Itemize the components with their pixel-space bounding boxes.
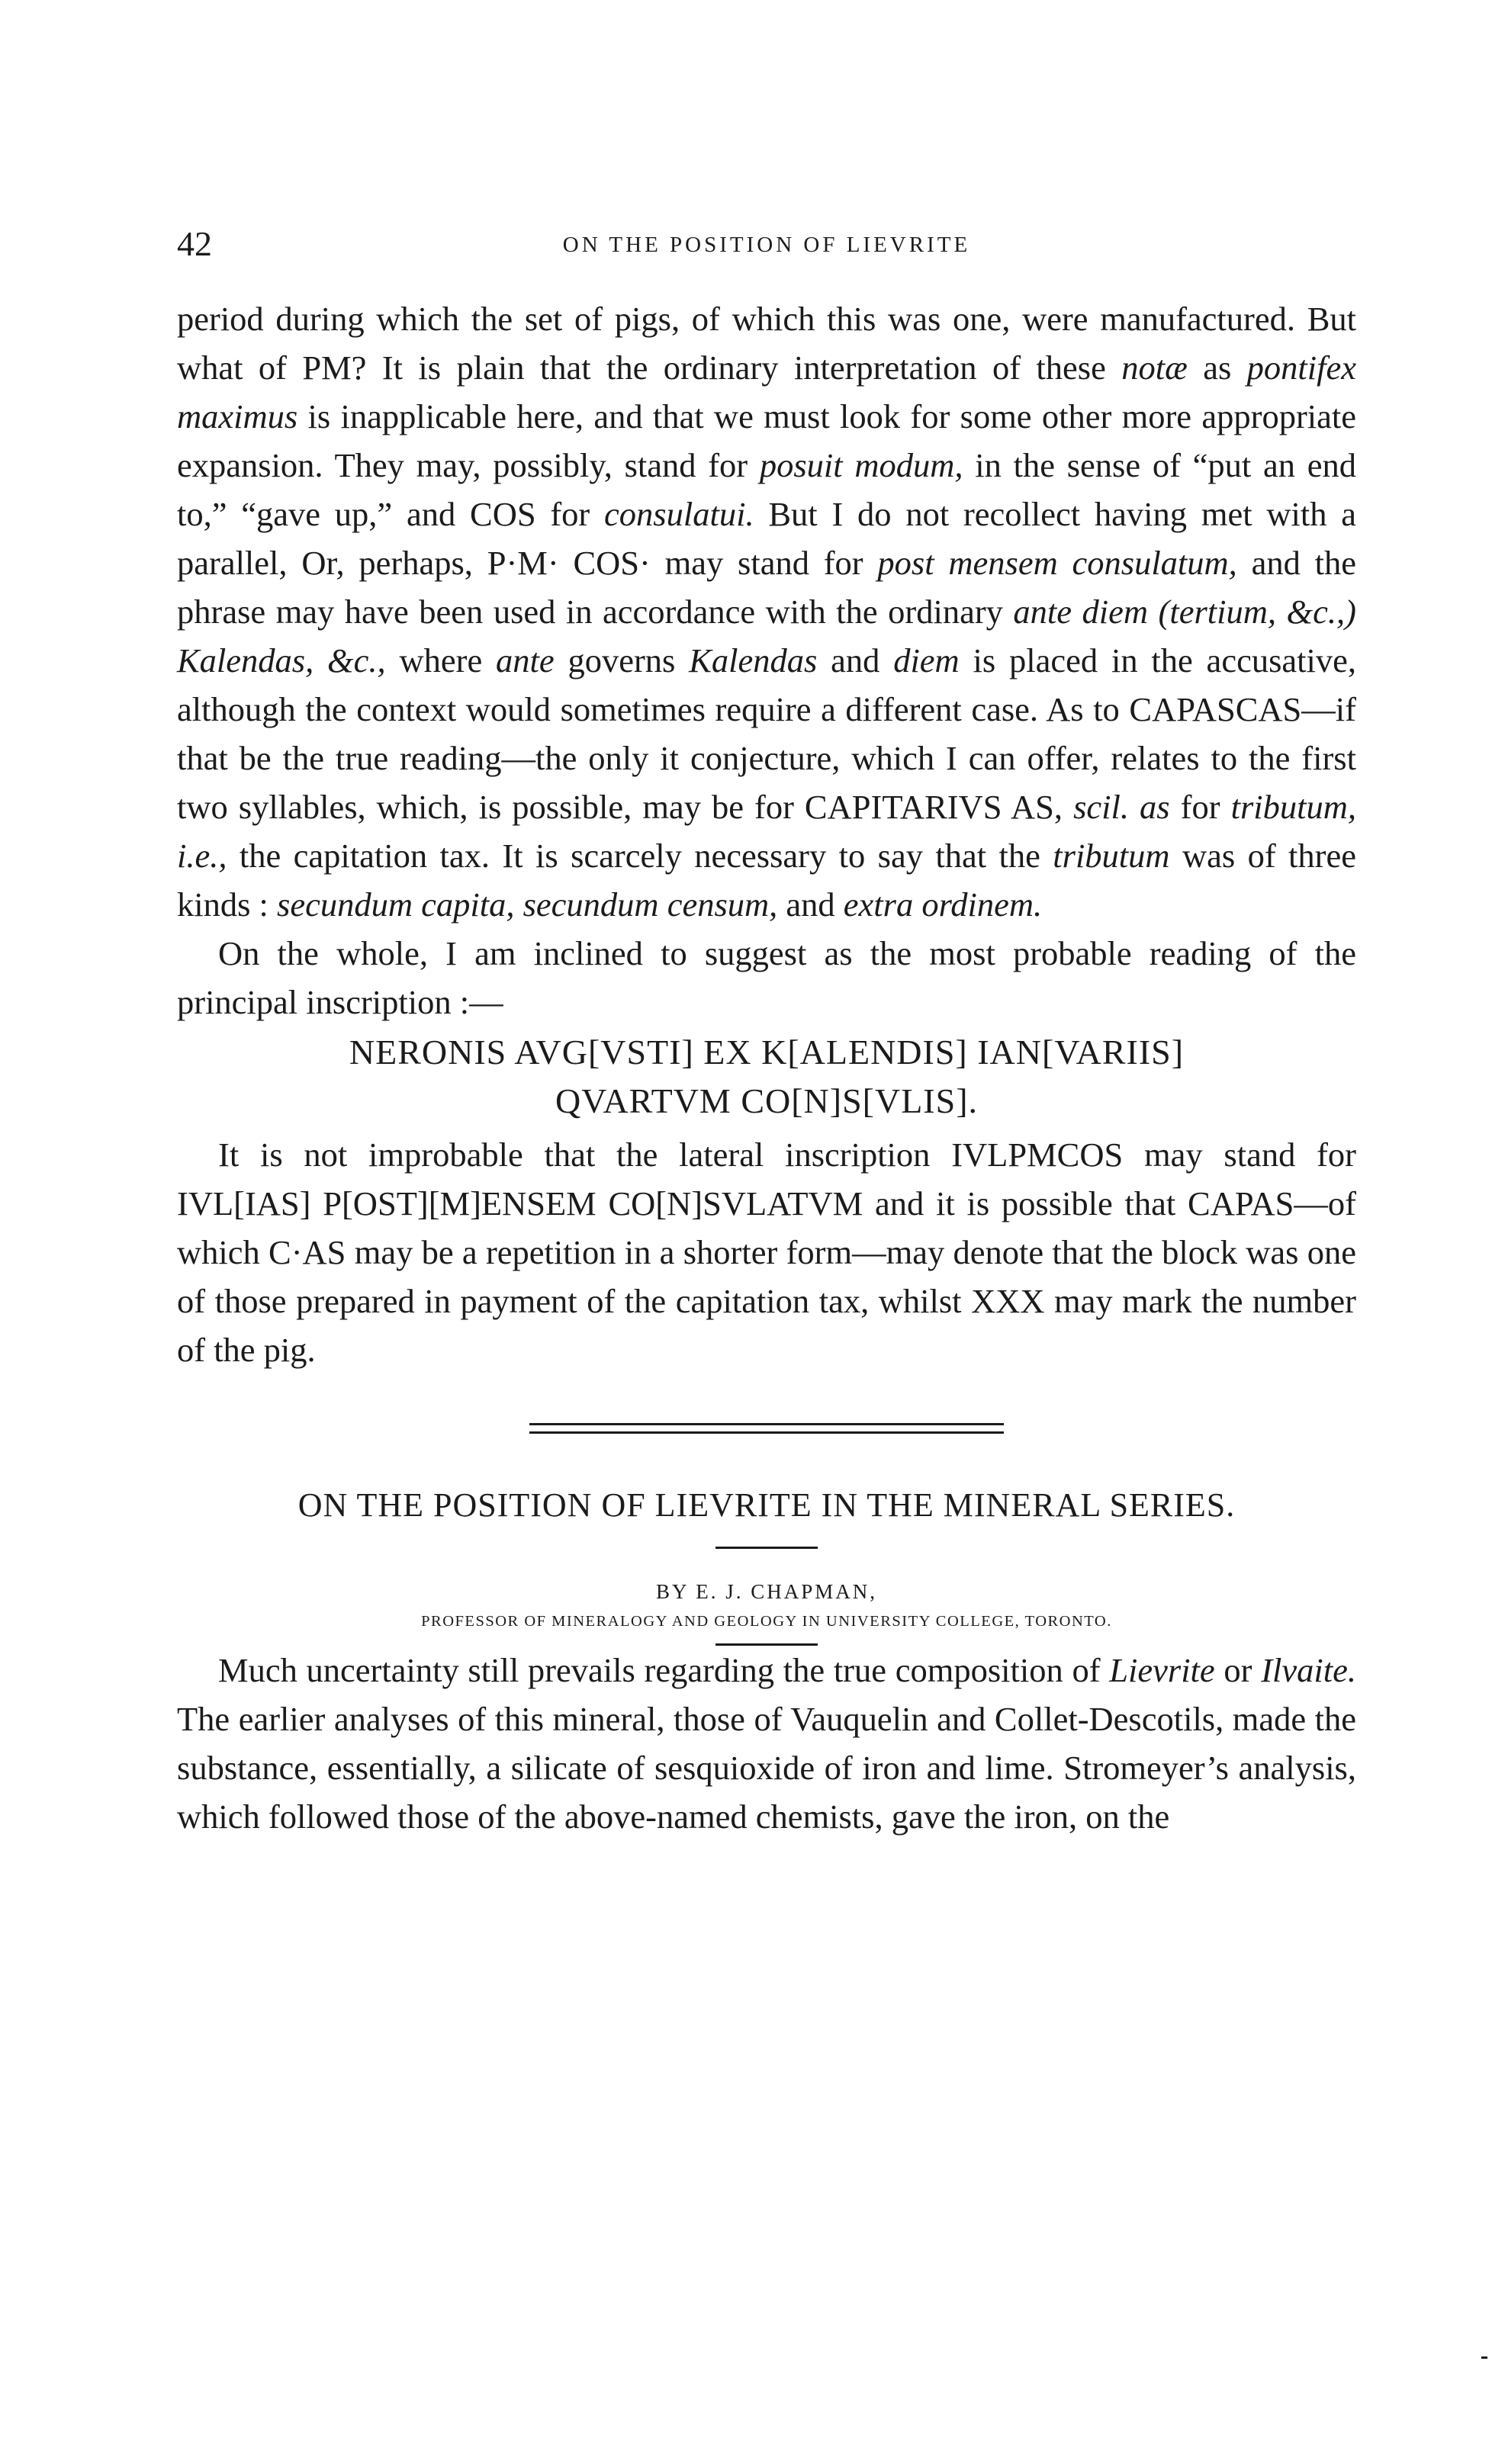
article-title: ON THE POSITION OF LIEVRITE IN THE MINERAL SERIES.	[297, 1486, 1236, 1524]
italic-run: tributum	[1053, 837, 1170, 875]
italic-run: extra ordinem.	[843, 885, 1043, 924]
author-byline: BY E. J. CHAPMAN,	[655, 1580, 878, 1603]
page-number: 42	[177, 224, 212, 263]
italic-run: Lievrite	[1109, 1651, 1215, 1689]
inscription-reading	[177, 1028, 1356, 1126]
paragraph-lateral-inscription: It is not improbable that the lateral inscription IVLPMCOS may stand for IVL[IAS] P[OST][M]ENSEM CO[N]SVLATVM and it is possible that CAPAS—of which C·AS may be a repetition in a shorter form—may denote that the block was one of those prepared in payment of the capitation tax, whilst XXX may mark the number of the pig.	[177, 1136, 1356, 1369]
italic-run: notæ	[1121, 349, 1188, 387]
italic-run: secundum capita, secundum censum,	[277, 885, 778, 924]
continued-paragraph: period during which the set of pigs, of which this was one, were manufactured. But what of PM? It is plain that the ordinary interpretation of these notæ as pontifex maximus is inapplicable here, and that we must look for some other more appropriate expansion. They may, possibly, stand for posuit modum, in the sense of “put an end to,” “gave up,” and COS for consulatui. But I do not recollect having met with a parallel, Or, perhaps, P·M· COS· may stand for post mensem consulatum, and the phrase may have been used in accordance with the ordinary ante diem (tertium, &c.,) Kalendas, &c., where ante governs Kalendas and diem is placed in the accusative, although the context would sometimes require a different case. As to CAPASCAS—if that be the true reading—the only it conjecture, which I can offer, relates to the first two syllables, which, is possible, may be for CAPITARIVS AS, scil. as for tributum, i.e., the capitation tax. It is scarcely necessary to say that the tributum was of three kinds : secundum capita, secundum censum, and extra ordinem.	[177, 300, 1357, 924]
article-first-paragraph: Much uncertainty still prevails regarding the true composition of Lievrite or Ilvaite. The earlier analyses of this mineral, those of Vauquelin and Collet-Descotils, made the substance, essentially, a silicate of sesquioxide of iron and lime. Stromeyer’s analysis, which followed those of the above-named chemists, gave the iron, on the	[177, 1651, 1356, 1836]
italic-run: tributum, i.e.,	[177, 788, 1357, 875]
italic-run: consulatui.	[604, 495, 754, 533]
inscription-line-1: NERONIS AVG[VSTI] EX K[ALENDIS] IAN[VARIIS]	[349, 1033, 1185, 1071]
italic-run: Ilvaite.	[1261, 1651, 1356, 1689]
italic-run: ante	[496, 641, 555, 679]
running-title: ON THE POSITION OF LIEVRITE	[562, 233, 971, 257]
title-rule	[715, 1547, 818, 1549]
italic-run: post mensem consulatum,	[877, 544, 1237, 582]
inscription-line-2: QVARTVM CO[N]S[VLIS].	[555, 1081, 979, 1120]
running-head	[177, 221, 1356, 267]
paragraph-on-the-whole: On the whole, I am inclined to suggest as the most probable reading of the principal inscription :—	[177, 934, 1356, 1021]
italic-run: diem	[893, 641, 960, 679]
book-page	[177, 221, 1356, 1841]
edge-mark	[1481, 2356, 1487, 2359]
italic-run: ante diem (tertium, &c.,) Kalendas, &c.,	[177, 593, 1356, 679]
italic-run: scil. as	[1073, 788, 1170, 826]
author-affiliation: PROFESSOR OF MINERALOGY AND GEOLOGY IN UNIVERSITY COLLEGE, TORONTO.	[421, 1613, 1112, 1630]
italic-run: Kalendas	[689, 641, 818, 679]
italic-run: pontifex maximus	[177, 349, 1356, 435]
italic-run: posuit modum,	[759, 446, 963, 484]
section-divider-rule	[529, 1423, 1004, 1434]
